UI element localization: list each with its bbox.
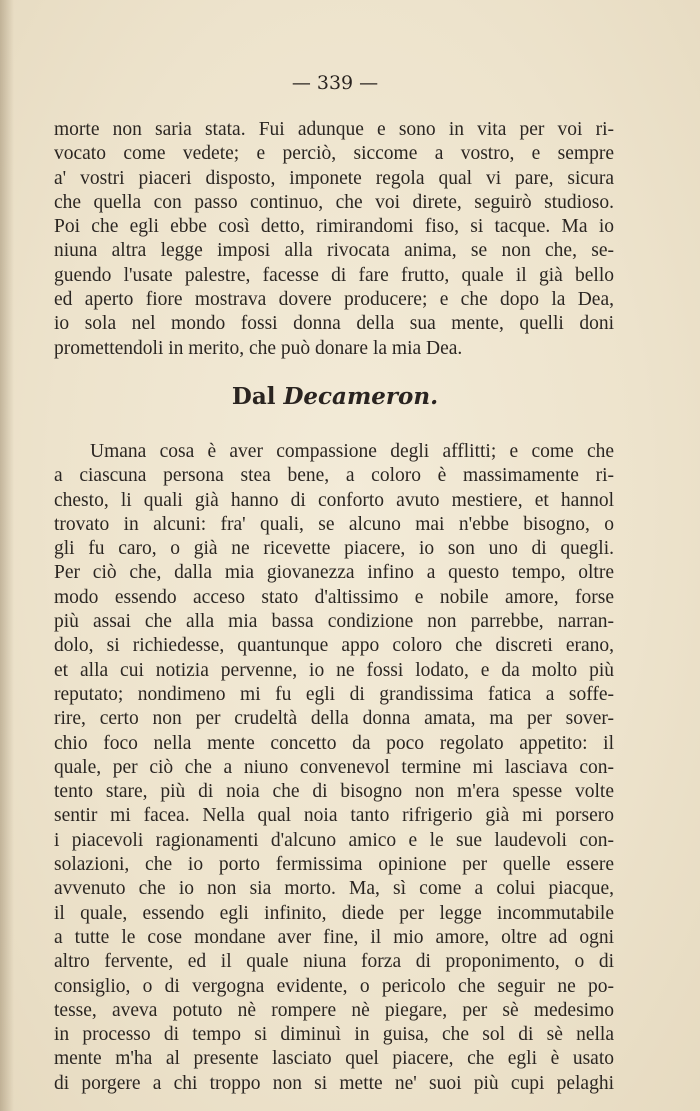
decameron-paragraph	[54, 440, 614, 1096]
text-line: altro fervente, ed il quale niuna forza di proponimento, o di	[54, 951, 614, 973]
text-line: trovato in alcuni: fra' quali, se alcuno mai n'ebbe bisogno, o	[54, 513, 614, 535]
text-line: consiglio, o di vergogna evidente, o pericolo che seguir ne po-	[54, 975, 614, 997]
text-line: tento stare, più di noia che di bisogno non m'era spesse volte	[54, 781, 614, 803]
text-line: quale, per ciò che a niuno convenevol termine mi lasciava con-	[54, 756, 614, 778]
section-heading	[0, 383, 670, 410]
text-line: morte non saria stata. Fui adunque e sono in vita per voi ri-	[54, 119, 614, 140]
text-line: avvenuto che io non sia morto. Ma, sì come a colui piacque,	[54, 878, 614, 900]
text-line: che quella con passo continuo, che voi direte, seguirò studioso.	[54, 191, 614, 213]
heading-prefix: Dal	[231, 383, 284, 410]
text-line: sentir mi facea. Nella qual noia tanto rifrigerio già mi porsero	[54, 805, 614, 827]
paragraph-continuation	[54, 118, 614, 361]
text-line: gli fu caro, o già ne ricevette piacere, io son uno di quegli.	[54, 538, 614, 560]
text-line: chio foco nella mente concetto da poco regolato appetito: il	[54, 732, 614, 754]
text-line: a ciascuna persona stea bene, a coloro è massimamente ri-	[54, 465, 614, 487]
text-line: di porgere a chi troppo non si mette ne' suoi più cupi pelaghi	[54, 1072, 614, 1094]
text-line: Poi che egli ebbe così detto, rimirandomi fiso, si tacque. Ma io	[54, 216, 614, 238]
text-line: guendo l'usate palestre, facesse di fare frutto, quale il già bello	[54, 264, 614, 286]
text-line: io sola nel mondo fossi donna della sua mente, quelli doni	[54, 313, 614, 335]
text-line: reputato; nondimeno mi fu egli di grandissima fatica a soffe-	[54, 683, 614, 705]
text-line: a tutte le cose mondane aver fine, il mio amore, oltre ad ogni	[54, 926, 614, 948]
text-line: i piacevoli ragionamenti d'alcuno amico e le sue laudevoli con-	[54, 829, 614, 851]
page-number: — 339 —	[291, 72, 379, 94]
text-line: niuna altra legge imposi alla rivocata anima, se non che, se-	[54, 240, 614, 262]
text-line: mente m'ha al presente lasciato quel piacere, che egli è usato	[54, 1048, 614, 1070]
text-line: vocato come vedete; e perciò, siccome a vostro, e sempre	[54, 143, 614, 165]
heading-title: Decameron.	[283, 383, 439, 410]
text-line: tesse, aveva potuto nè rompere nè piegare, per sè medesimo	[54, 999, 614, 1021]
text-line: dolo, si richiedesse, quantunque appo coloro che discreti erano,	[54, 635, 614, 657]
text-line: Umana cosa è aver compassione degli afflitti; e come che	[90, 441, 614, 462]
text-line: ed aperto fiore mostrava dovere producere; e che dopo la Dea,	[54, 289, 614, 311]
text-line: a' vostri piaceri disposto, imponete regola qual vi pare, sicura	[54, 167, 614, 189]
text-line: promettendoli in merito, che può donare la mia Dea.	[54, 337, 463, 359]
binding-shadow	[0, 0, 14, 1111]
text-line: rire, certo non per crudeltà della donna amata, ma per sover-	[54, 708, 614, 730]
text-line: Per ciò che, dalla mia giovanezza infino a questo tempo, oltre	[54, 562, 614, 584]
text-line: chesto, li quali già hanno di conforto avuto mestiere, et hannol	[54, 489, 614, 511]
text-line: modo essendo acceso stato d'altissimo e nobile amore, forse	[54, 586, 614, 608]
text-line: il quale, essendo egli infinito, diede per legge incommutabile	[54, 902, 614, 924]
text-line: in processo di tempo si diminuì in guisa, che sol di sè nella	[54, 1024, 614, 1046]
text-line: solazioni, che io porto fermissima opinione per quelle essere	[54, 854, 614, 876]
text-line: et alla cui notizia pervenne, io ne fossi lodato, e da molto più	[54, 659, 614, 681]
text-line: più assai che alla mia bassa condizione non parrebbe, narran-	[54, 611, 614, 633]
